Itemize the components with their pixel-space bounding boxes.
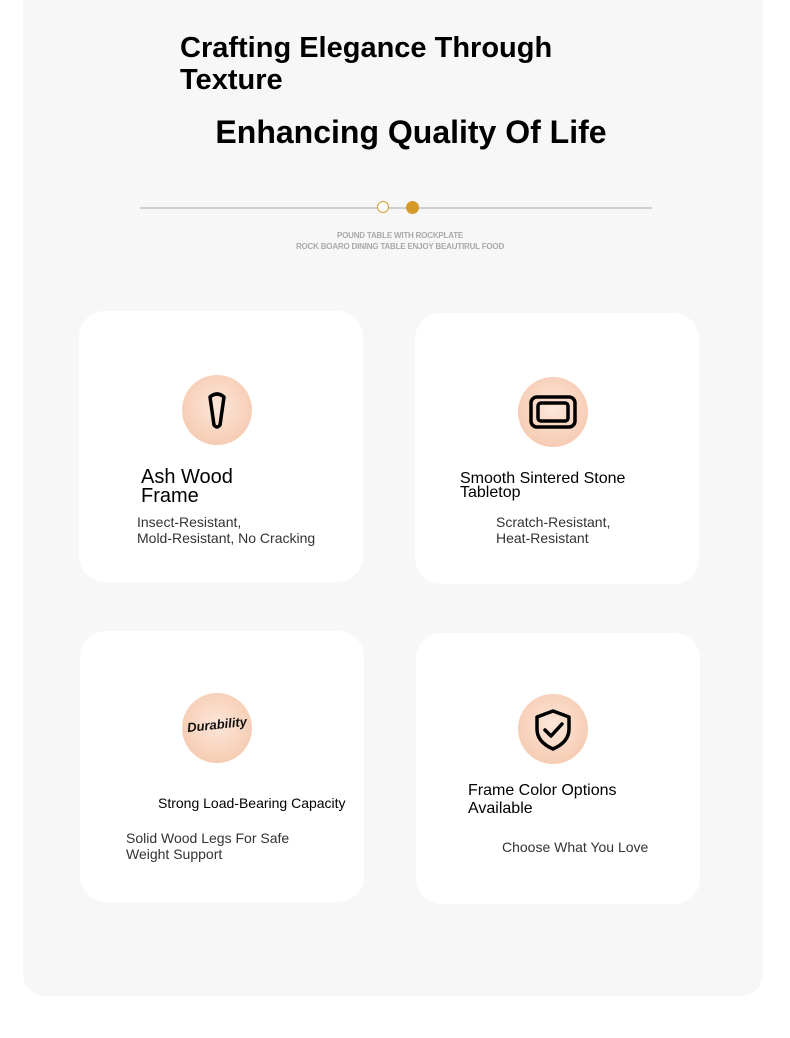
feature-title [460, 472, 625, 500]
feature-title [141, 468, 233, 506]
feature-card-load-bearing [80, 631, 364, 902]
pagination-dot-active[interactable] [406, 201, 419, 214]
feature-title-line: Strong Load-Bearing Capacity [158, 795, 346, 811]
feature-title-line: Tabletop [460, 484, 521, 501]
pagination-dot-outline[interactable] [377, 201, 389, 213]
feature-title-line: Frame [141, 485, 199, 507]
tabletop-icon [518, 377, 588, 447]
feature-description-line: Choose What You Love [502, 839, 649, 855]
carabiner-icon [182, 375, 252, 445]
feature-description [126, 830, 289, 862]
feature-card-color-options [416, 633, 700, 904]
feature-title-line: Smooth Sintered Stone [460, 470, 626, 487]
caption-line-2: ROCK BOARO DINING TABLE ENJOY BEAUTIRUL FOOD [295, 242, 505, 251]
feature-card-sintered-stone [415, 313, 699, 584]
durability-icon-text: Durability [186, 713, 248, 736]
title-line-2: Texture [180, 64, 283, 96]
feature-title-line: Available [468, 800, 533, 817]
feature-description [496, 514, 610, 546]
feature-description-line: Scratch-Resistant, [496, 514, 611, 530]
feature-title-line: Ash Wood [141, 466, 233, 488]
feature-card-ash-wood [79, 311, 363, 582]
page-title [180, 32, 600, 96]
feature-description-line: Solid Wood Legs For Safe [126, 830, 290, 846]
title-line-1: Crafting Elegance Through [180, 32, 553, 64]
feature-description-line: Heat-Resistant [496, 530, 589, 546]
feature-description-line: Insect-Resistant, [137, 514, 242, 530]
feature-description [137, 514, 315, 546]
feature-title [468, 782, 617, 818]
feature-title [158, 795, 346, 811]
shield-check-icon [518, 694, 588, 764]
caption-line-1: POUND TABLE WITH ROCKPLATE [336, 231, 464, 240]
divider-line [140, 207, 652, 209]
feature-title-line: Frame Color Options [468, 782, 617, 799]
feature-description [502, 839, 648, 855]
page-subtitle: Enhancing Quality Of Life [215, 114, 607, 150]
durability-icon [182, 693, 252, 763]
feature-description-line: Weight Support [126, 846, 223, 862]
feature-description-line: Mold-Resistant, No Cracking [137, 530, 316, 546]
